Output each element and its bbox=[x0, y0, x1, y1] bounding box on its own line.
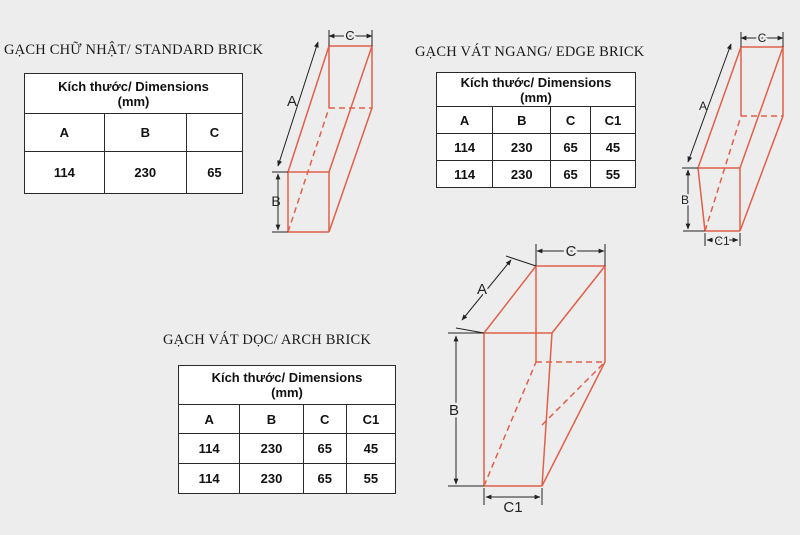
header-unit: (mm) bbox=[117, 93, 150, 109]
table-cell: 114 bbox=[437, 134, 493, 161]
table-cell: 55 bbox=[346, 464, 395, 494]
table-cell: 114 bbox=[179, 464, 240, 494]
table-cell: 65 bbox=[551, 161, 591, 188]
dimension-label-b: B bbox=[448, 402, 460, 419]
header-line: Kích thước/ Dimensions bbox=[211, 370, 363, 385]
dimension-label-c1: C1 bbox=[714, 234, 730, 248]
column-header: A bbox=[437, 107, 493, 134]
table-cell: 55 bbox=[590, 161, 635, 188]
dimension-label-c1: C1 bbox=[503, 499, 523, 516]
edge-brick-title: GẠCH VÁT NGANG/ EDGE BRICK bbox=[415, 44, 645, 60]
dimension-label-c: C bbox=[345, 28, 355, 43]
column-header: C1 bbox=[346, 405, 395, 434]
table-cell: 45 bbox=[346, 434, 395, 464]
table-cell: 65 bbox=[303, 464, 346, 494]
table-cell: 230 bbox=[493, 134, 551, 161]
table-cell: 230 bbox=[104, 152, 186, 194]
table-cell: 65 bbox=[551, 134, 591, 161]
column-header: A bbox=[25, 114, 105, 152]
table-cell: 114 bbox=[437, 161, 493, 188]
header-unit: (mm) bbox=[520, 89, 552, 105]
dimension-label-c: C bbox=[757, 31, 767, 45]
table-cell: 114 bbox=[25, 152, 105, 194]
column-header: C bbox=[186, 114, 242, 152]
arch-brick-title: GẠCH VÁT DỌC/ ARCH BRICK bbox=[163, 332, 372, 348]
dimension-label-c: C bbox=[565, 243, 577, 260]
edge-brick-figure bbox=[681, 31, 783, 248]
dimension-label-a: A bbox=[698, 99, 708, 113]
column-header: C bbox=[551, 107, 591, 134]
column-header: C1 bbox=[590, 107, 635, 134]
column-header: B bbox=[240, 405, 303, 434]
table-cell: 230 bbox=[240, 464, 303, 494]
arch-brick-figure bbox=[448, 243, 605, 516]
table-cell: 230 bbox=[493, 161, 551, 188]
column-header: A bbox=[179, 405, 240, 434]
standard-brick-title: GẠCH CHỮ NHẬT/ STANDARD BRICK bbox=[4, 42, 264, 58]
table-cell: 65 bbox=[303, 434, 346, 464]
header-unit: (mm) bbox=[271, 385, 303, 400]
table-cell: 45 bbox=[590, 134, 635, 161]
dimension-label-b: B bbox=[271, 193, 281, 209]
column-header: C bbox=[303, 405, 346, 434]
header-line: Kích thước/ Dimensions bbox=[460, 74, 612, 90]
column-header: B bbox=[493, 107, 551, 134]
table-cell: 114 bbox=[179, 434, 240, 464]
header-line: Kích thước/ Dimensions bbox=[58, 78, 209, 94]
dimension-label-a: A bbox=[476, 281, 488, 298]
standard-brick-figure bbox=[271, 28, 372, 232]
table-cell: 230 bbox=[240, 434, 303, 464]
dimension-label-a: A bbox=[286, 93, 298, 110]
column-header: B bbox=[104, 114, 186, 152]
table-cell: 65 bbox=[186, 152, 242, 194]
dimension-label-b: B bbox=[680, 193, 690, 207]
